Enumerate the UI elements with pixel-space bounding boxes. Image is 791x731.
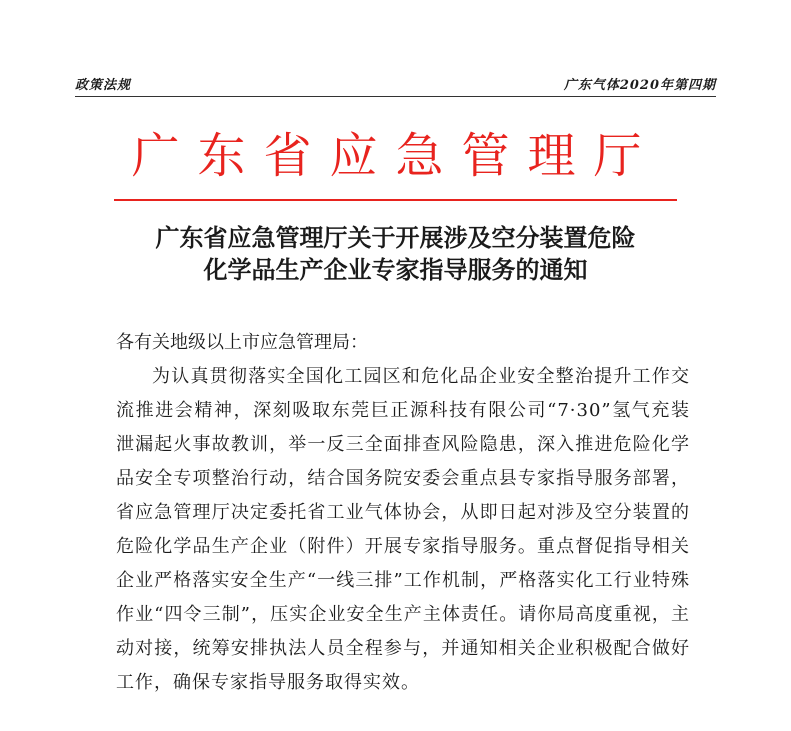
document-body — [116, 326, 690, 700]
red-divider — [114, 199, 677, 201]
document-title-line-2: 化学品生产企业专家指导服务的通知 — [203, 256, 588, 284]
document-title-line-1: 广东省应急管理厅关于开展涉及空分装置危险 — [155, 224, 636, 252]
issuing-organization: 广东省应急管理厅 — [131, 128, 660, 184]
salutation: 各有关地级以上市应急管理局： — [116, 332, 368, 353]
page-header — [75, 74, 716, 97]
section-label: 政策法规 — [75, 78, 132, 93]
body-paragraph: 为认真贯彻落实全国化工园区和危化品企业安全整治提升工作交流推进会精神，深刻吸取东莞巨正源科技有限公司“7·30”氢气充装泄漏起火事故教训，举一反三全面排查风险隐患，深入推进危险化学品安全专项整治行动，结合国务院安委会重点县专家指导服务部署，省应急管理厅决定委托省工业气体协会，从即日起对涉及空分装置的危险化学品生产企业（附件）开展专家指导服务。重点督促指导相关企业严格落实安全生产“一线三排”工作机制，严格落实化工行业特殊作业“四令三制”，压实企业安全生产主体责任。请你局高度重视，主动对接，统筹安排执法人员全程参与，并通知相关企业积极配合做好工作，确保专家指导服务取得实效。 — [116, 366, 690, 693]
document-title — [70, 222, 721, 286]
publication-label: 广东气体2020年第四期 — [563, 78, 716, 93]
